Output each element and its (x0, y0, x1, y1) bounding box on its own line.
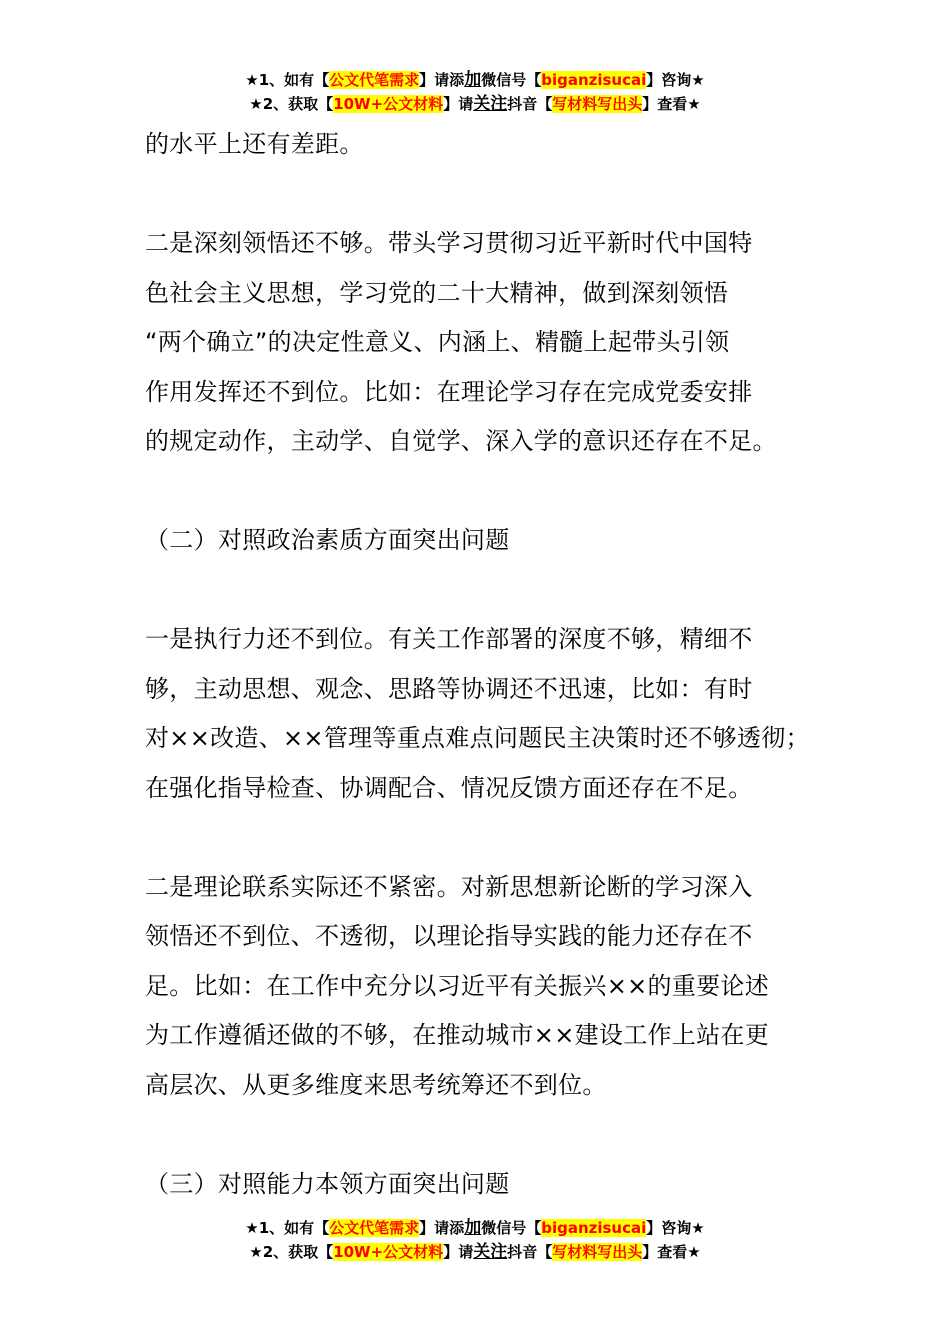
banner-highlight: biganzisucai (541, 71, 647, 89)
body-line: 足。比如：在工作中充分以习近平有关振兴××的重要论述 (145, 971, 770, 1000)
body-line: 作用发挥还不到位。比如：在理论学习存在完成党委安排 (145, 377, 753, 406)
section-heading: （二）对照政治素质方面突出问题 (145, 526, 510, 554)
header-banner (0, 68, 950, 116)
banner-text: 】请 (443, 1243, 474, 1261)
body-line: 高层次、从更多维度来思考统筹还不到位。 (145, 1070, 607, 1099)
banner-text: ★1、如有【 (245, 1219, 330, 1237)
section-heading: （三）对照能力本领方面突出问题 (145, 1169, 510, 1198)
footer-banner (0, 1216, 950, 1264)
banner-text: 】请添 (419, 71, 465, 89)
paragraph-gap (145, 1110, 845, 1160)
banner-text: 微信号【 (481, 1219, 542, 1237)
banner-highlight: 公文代笔需求 (329, 71, 420, 89)
banner-text: 】咨询★ (646, 1219, 705, 1237)
body-line: 的规定动作，主动学、自觉学、深入学的意识还存在不足。 (145, 427, 777, 455)
body-line: “两个确立”的决定性意义、内涵上、精髓上起带头引领 (145, 328, 730, 356)
banner-text: 】查看★ (642, 95, 701, 113)
banner-underline: 关注 (473, 94, 508, 114)
banner-text: 抖音【 (507, 1243, 553, 1261)
body-line: 对××改造、××管理等重点难点问题民主决策时还不够透彻； (145, 724, 810, 752)
paragraph-gap (145, 813, 845, 863)
body-line: 一是执行力还不到位。有关工作部署的深度不够，精细不 (145, 625, 753, 653)
banner-highlight: 公文代笔需求 (329, 1219, 420, 1237)
banner-text: 】请添 (419, 1219, 465, 1237)
paragraph-gap (145, 566, 845, 616)
banner-underline: 关注 (473, 1242, 508, 1262)
banner-highlight: 10W+公文材料 (333, 95, 444, 113)
banner-text: 】查看★ (642, 1243, 701, 1261)
banner-line-1 (0, 1216, 950, 1240)
body-line: 色社会主义思想，学习党的二十大精神，做到深刻领悟 (145, 278, 729, 307)
banner-text: 】咨询★ (646, 71, 705, 89)
banner-line-1 (0, 68, 950, 92)
paragraph-gap (145, 170, 845, 220)
banner-text: ★1、如有【 (245, 71, 330, 89)
banner-underline: 加 (464, 1218, 482, 1238)
banner-text: 抖音【 (507, 95, 553, 113)
banner-text: ★2、获取【 (249, 95, 334, 113)
banner-text: 微信号【 (481, 71, 542, 89)
body-line: 领悟还不到位、不透彻，以理论指导实践的能力还存在不 (145, 922, 753, 950)
banner-highlight: 写材料写出头 (552, 95, 643, 113)
banner-highlight: 写材料写出头 (552, 1243, 643, 1261)
body-line: 够，主动思想、观念、思路等协调还不迅速，比如：有时 (145, 674, 753, 703)
body-line: 为工作遵循还做的不够，在推动城市××建设工作上站在更 (145, 1021, 770, 1049)
body-line: 在强化指导检查、协调配合、情况反馈方面还存在不足。 (145, 773, 753, 802)
banner-text: ★2、获取【 (249, 1243, 334, 1261)
body-line: 二是深刻领悟还不够。带头学习贯彻习近平新时代中国特 (145, 229, 753, 257)
banner-highlight: biganzisucai (541, 1219, 647, 1237)
body-line: 的水平上还有差距。 (145, 130, 364, 158)
document-body (145, 120, 845, 1209)
banner-highlight: 10W+公文材料 (333, 1243, 444, 1261)
banner-text: 】请 (443, 95, 474, 113)
banner-underline: 加 (464, 70, 482, 90)
banner-line-2 (0, 1240, 950, 1264)
paragraph-gap (145, 467, 845, 517)
banner-line-2 (0, 92, 950, 116)
body-line: 二是理论联系实际还不紧密。对新思想新论断的学习深入 (145, 872, 753, 901)
